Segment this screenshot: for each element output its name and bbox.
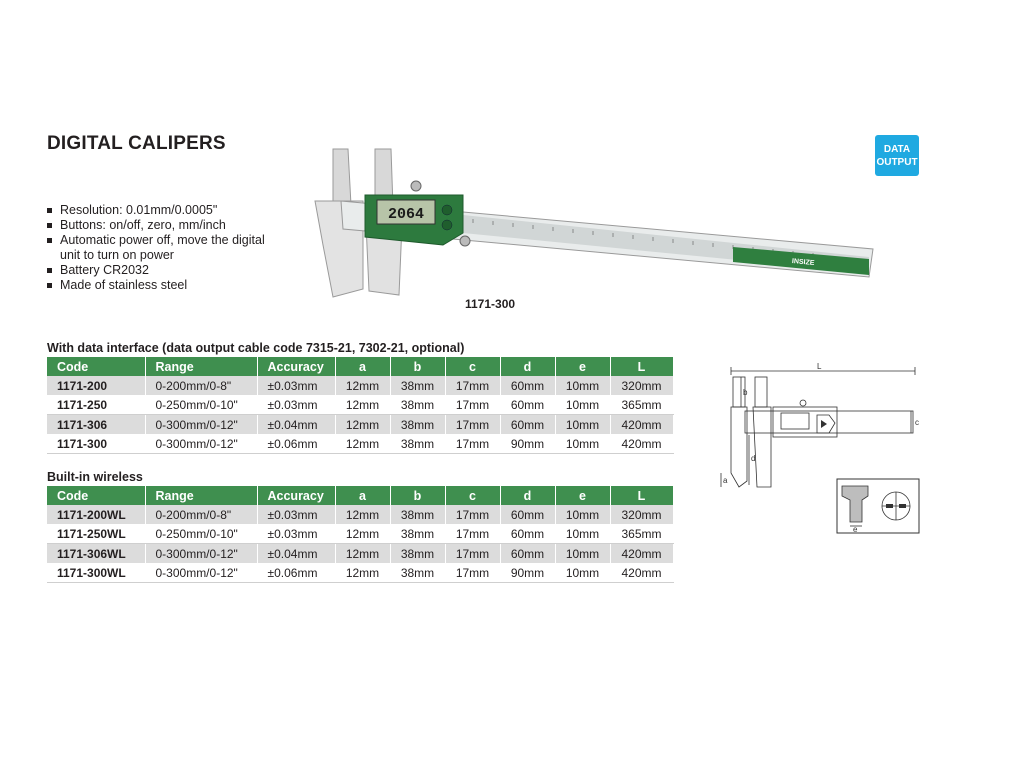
cell-l: 420mm — [610, 544, 673, 564]
col-accuracy: Accuracy — [257, 486, 335, 505]
spec-table-wireless — [47, 486, 674, 583]
cell-l: 365mm — [610, 524, 673, 544]
cell-b: 38mm — [390, 376, 445, 395]
dim-label-e: e — [853, 525, 858, 534]
cell-code: 1171-200 — [47, 376, 145, 395]
cell-range: 0-300mm/0-12" — [145, 544, 257, 564]
dim-label-d: d — [751, 454, 756, 463]
cell-range: 0-300mm/0-12" — [145, 415, 257, 435]
col-code: Code — [47, 357, 145, 376]
cell-d: 60mm — [500, 415, 555, 435]
feature-list — [47, 203, 270, 293]
cell-accuracy: ±0.03mm — [257, 524, 335, 544]
table-row — [47, 563, 673, 583]
cell-d: 90mm — [500, 563, 555, 583]
cell-d: 60mm — [500, 395, 555, 415]
cell-a: 12mm — [335, 395, 390, 415]
table-row — [47, 505, 673, 524]
cell-accuracy: ±0.03mm — [257, 376, 335, 395]
cell-l: 420mm — [610, 434, 673, 454]
cell-a: 12mm — [335, 544, 390, 564]
cell-accuracy: ±0.03mm — [257, 395, 335, 415]
col-c: c — [445, 357, 500, 376]
col-c: c — [445, 486, 500, 505]
bullet-icon — [47, 223, 52, 228]
feature-item: Automatic power off, move the digital unit to turn on power — [47, 233, 270, 263]
cell-accuracy: ±0.03mm — [257, 505, 335, 524]
col-a: a — [335, 357, 390, 376]
cell-b: 38mm — [390, 544, 445, 564]
cell-c: 17mm — [445, 376, 500, 395]
table-row — [47, 434, 673, 454]
col-a: a — [335, 486, 390, 505]
feature-item: Buttons: on/off, zero, mm/inch — [47, 218, 270, 233]
cell-c: 17mm — [445, 434, 500, 454]
cell-d: 60mm — [500, 524, 555, 544]
model-label: 1171-300 — [465, 297, 516, 311]
dim-label-b: b — [743, 388, 748, 397]
page-title: DIGITAL CALIPERS — [47, 133, 226, 154]
cell-l: 320mm — [610, 505, 673, 524]
cell-a: 12mm — [335, 505, 390, 524]
feature-item: Battery CR2032 — [47, 263, 270, 278]
cell-code: 1171-300WL — [47, 563, 145, 583]
col-range: Range — [145, 486, 257, 505]
cell-accuracy: ±0.04mm — [257, 415, 335, 435]
bullet-icon — [47, 283, 52, 288]
cell-accuracy: ±0.04mm — [257, 544, 335, 564]
col-accuracy: Accuracy — [257, 357, 335, 376]
cell-a: 12mm — [335, 376, 390, 395]
brand-logo: INSIZE — [791, 258, 815, 267]
table-row — [47, 395, 673, 415]
dim-label-l: L — [817, 363, 822, 371]
col-l: L — [610, 486, 673, 505]
feature-item: Resolution: 0.01mm/0.0005" — [47, 203, 270, 218]
table-header-row — [47, 357, 673, 376]
cell-accuracy: ±0.06mm — [257, 563, 335, 583]
cell-e: 10mm — [555, 563, 610, 583]
table-row — [47, 415, 673, 435]
bullet-icon — [47, 208, 52, 213]
cell-b: 38mm — [390, 505, 445, 524]
cell-d: 90mm — [500, 434, 555, 454]
cell-b: 38mm — [390, 563, 445, 583]
cell-code: 1171-250WL — [47, 524, 145, 544]
cell-c: 17mm — [445, 415, 500, 435]
cell-range: 0-250mm/0-10" — [145, 395, 257, 415]
cell-c: 17mm — [445, 395, 500, 415]
cell-e: 10mm — [555, 376, 610, 395]
dim-label-c: c — [915, 418, 919, 427]
cell-d: 60mm — [500, 376, 555, 395]
cell-b: 38mm — [390, 434, 445, 454]
spec-table-data-interface — [47, 357, 674, 454]
feature-item: Made of stainless steel — [47, 278, 270, 293]
cell-range: 0-300mm/0-12" — [145, 434, 257, 454]
cell-a: 12mm — [335, 563, 390, 583]
cell-b: 38mm — [390, 524, 445, 544]
col-d: d — [500, 486, 555, 505]
cell-c: 17mm — [445, 524, 500, 544]
table-row — [47, 376, 673, 395]
cell-a: 12mm — [335, 415, 390, 435]
dimension-drawing — [717, 363, 922, 493]
cell-e: 10mm — [555, 505, 610, 524]
col-b: b — [390, 357, 445, 376]
bullet-icon — [47, 268, 52, 273]
table-row — [47, 544, 673, 564]
cell-code: 1171-250 — [47, 395, 145, 415]
cell-code: 1171-306 — [47, 415, 145, 435]
cell-l: 420mm — [610, 415, 673, 435]
cell-code: 1171-300 — [47, 434, 145, 454]
table-row — [47, 524, 673, 544]
col-e: e — [555, 486, 610, 505]
bullet-icon — [47, 238, 52, 243]
cell-range: 0-250mm/0-10" — [145, 524, 257, 544]
jaw-detail-drawing — [836, 478, 920, 534]
badge-line-2: OUTPUT — [876, 156, 918, 168]
cell-accuracy: ±0.06mm — [257, 434, 335, 454]
cell-e: 10mm — [555, 524, 610, 544]
cell-l: 320mm — [610, 376, 673, 395]
dim-label-a: a — [723, 476, 728, 485]
cell-d: 60mm — [500, 544, 555, 564]
table-header-row — [47, 486, 673, 505]
cell-a: 12mm — [335, 524, 390, 544]
caliper-photo — [303, 137, 878, 302]
cell-code: 1171-200WL — [47, 505, 145, 524]
badge-line-1: DATA — [883, 143, 911, 155]
col-b: b — [390, 486, 445, 505]
cell-range: 0-200mm/0-8" — [145, 376, 257, 395]
cell-range: 0-300mm/0-12" — [145, 563, 257, 583]
col-code: Code — [47, 486, 145, 505]
section-heading-data-interface: With data interface (data output cable code 7315-21, 7302-21, optional) — [47, 341, 465, 355]
cell-b: 38mm — [390, 395, 445, 415]
cell-l: 365mm — [610, 395, 673, 415]
cell-l: 420mm — [610, 563, 673, 583]
cell-e: 10mm — [555, 415, 610, 435]
lcd-reading: 2064 — [387, 206, 425, 223]
cell-e: 10mm — [555, 544, 610, 564]
col-e: e — [555, 357, 610, 376]
section-heading-wireless: Built-in wireless — [47, 470, 143, 484]
cell-range: 0-200mm/0-8" — [145, 505, 257, 524]
cell-e: 10mm — [555, 434, 610, 454]
cell-d: 60mm — [500, 505, 555, 524]
col-range: Range — [145, 357, 257, 376]
cell-c: 17mm — [445, 563, 500, 583]
col-d: d — [500, 357, 555, 376]
data-output-badge — [875, 135, 919, 176]
cell-b: 38mm — [390, 415, 445, 435]
col-l: L — [610, 357, 673, 376]
cell-e: 10mm — [555, 395, 610, 415]
cell-a: 12mm — [335, 434, 390, 454]
cell-code: 1171-306WL — [47, 544, 145, 564]
cell-c: 17mm — [445, 544, 500, 564]
cell-c: 17mm — [445, 505, 500, 524]
